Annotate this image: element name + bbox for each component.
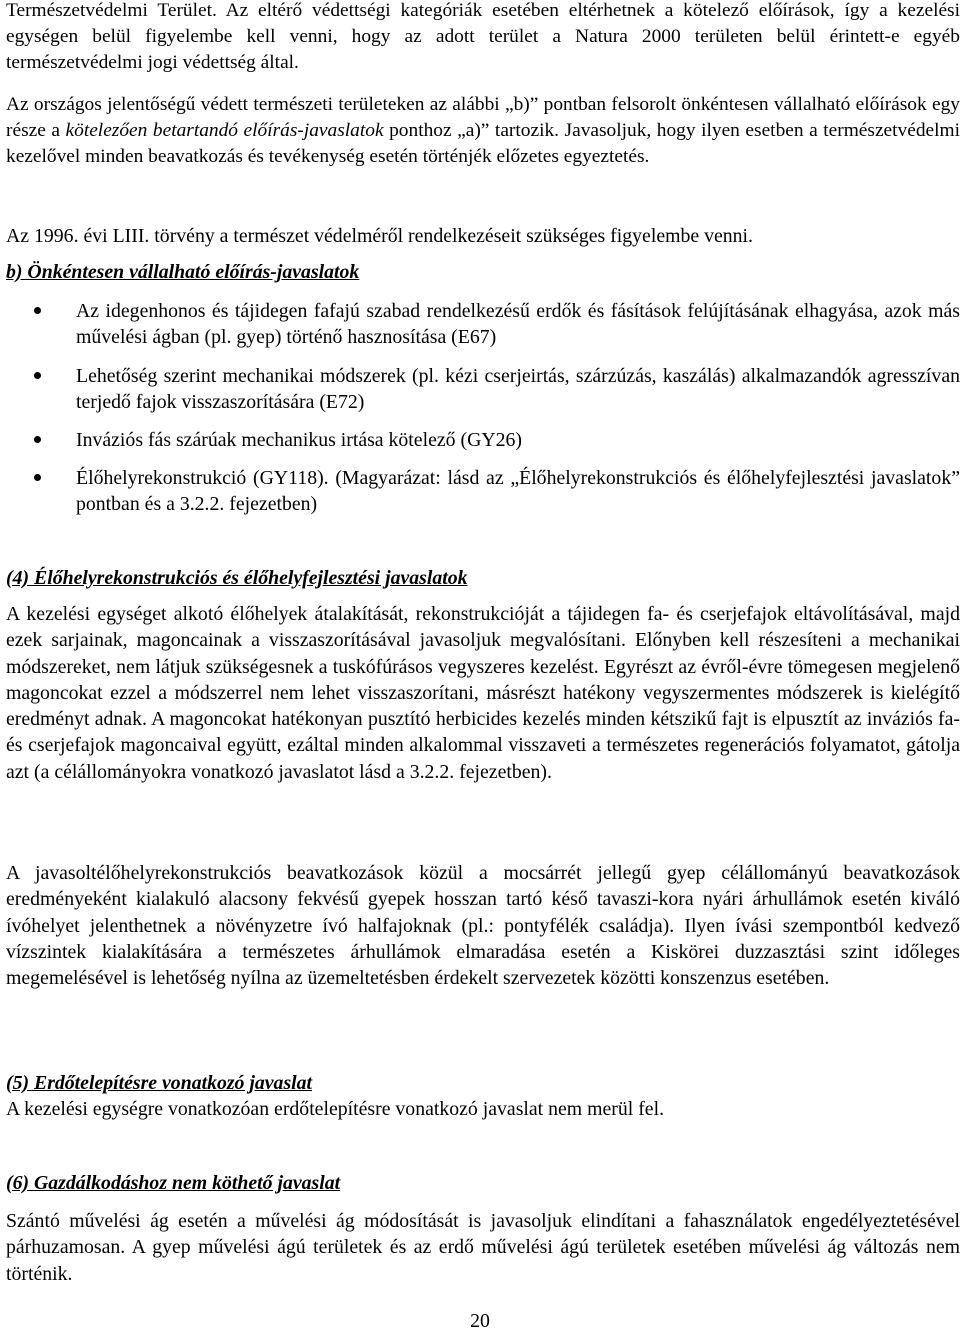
section-4-paragraph-1-block: [6, 601, 960, 785]
section-5: [6, 1070, 960, 1122]
section-b-list-3: [6, 427, 960, 453]
intro-p2-italic: kötelezően betartandó előírás-javaslatok: [65, 120, 384, 141]
list-item: [6, 363, 960, 415]
intro-paragraph-2: [6, 92, 960, 170]
section-b-heading: b) Önkéntesen vállalható előírás-javaslatok: [6, 261, 360, 283]
list-item: [6, 465, 960, 517]
section-6-text: Szántó művelési ág esetén a művelési ág módosítását is javasoljuk elindítani a fahasználatok engedélyeztetésével párhuzamosan. A gyep művelési ágú területek és az erdő művelési ágú területek esetében művelési ág változás nem történik.: [6, 1210, 960, 1285]
bullet-list: [6, 427, 960, 453]
section-b-list-4: [6, 465, 960, 517]
section-5-text: A kezelési egységre vonatkozóan erdőtelepítésre vonatkozó javaslat nem merül fel.: [6, 1098, 665, 1120]
intro-p2-text-b: ponthoz „a)” tartozik. Javasoljuk, hogy ilyen esetben a természetvédelmi kezelővel minden beavatkozás és tevékenység esetén történjék előzetes egyeztetés.: [6, 120, 960, 167]
bullet-list: [6, 298, 960, 350]
bullet-dot: [34, 474, 41, 481]
section-6-heading: (6) Gazdálkodáshoz nem köthető javaslat: [6, 1172, 341, 1194]
section-4: [6, 565, 960, 591]
section-5-heading: (5) Erdőtelepítésre vonatkozó javaslat: [6, 1072, 313, 1094]
section-4-heading: (4) Élőhelyrekonstrukciós és élőhelyfejlesztési javaslatok: [6, 567, 468, 589]
section-4-paragraph-1: A kezelési egységet alkotó élőhelyek átalakítását, rekonstrukcióját a tájidegen fa- és cserjefajok eltávolításával, majd ezek sarjainak, magoncainak a visszaszorításával javasoljuk megvalósítani. Előnyben kell részesíteni a mechanikai módszereket, nem látjuk szükségesnek a tuskófúrásos vegyszeres kezelést. Egyrészt az évről-évre tömegesen megjelenő magoncokat ezzel a módszerrel nem lehet visszaszorítani, másrészt hatékony vegyszermentes módszerek is kielégítő eredményt adnak. A magoncokat hatékonyan pusztító herbicides kezelés minden kétszikű fajt is elpusztít az inváziós fa- és cserjefajok magoncaival együtt, ezáltal minden alkalommal visszaveti a természetes regenerációs folyamatot, gátolja azt (a célállományokra vonatkozó javaslatot lásd a 3.2.2. fejezetben).: [6, 603, 960, 783]
page-number: 20: [470, 1310, 490, 1332]
bullet-list: [6, 465, 960, 517]
section-b-list-2: [6, 363, 960, 415]
section-b-list-1: [6, 298, 960, 350]
list-item-text: Lehetőség szerint mechanikai módszerek (pl. kézi cserjeirtás, szárzúzás, kaszálás) alkalmazandók agresszívan terjedő fajok visszaszorítására (E72): [76, 365, 960, 413]
intro-block: [6, 0, 960, 76]
section-b: [6, 259, 960, 285]
intro-paragraph-1: Természetvédelmi Terület. Az eltérő védettségi kategóriák esetében eltérhetnek a kötelező előírások, így a kezelési egységen belül figyelembe kell venni, hogy az adott terület a Natura 2000 területen belül érintett-e egyéb természetvédelmi jogi védettség által.: [6, 0, 960, 73]
list-item-text: Élőhelyrekonstrukció (GY118). (Magyarázat: lásd az „Élőhelyrekonstrukciós és élőhelyfejlesztési javaslatok” pontban és a 3.2.2. fejezetben): [76, 467, 960, 515]
bullet-list: [6, 363, 960, 415]
list-item: [6, 298, 960, 350]
list-item-text: Inváziós fás szárúak mechanikus irtása kötelező (GY26): [76, 429, 523, 451]
bullet-dot: [34, 372, 41, 379]
section-4-paragraph-2: A javasoltélőhelyrekonstrukciós beavatkozások közül a mocsárrét jellegű gyep célállományú beavatkozások eredményeként kialakuló alacsony fekvésű gyepek hosszan tartó késő tavaszi-kora nyári árhullámok esetén kiváló ívóhelyet jelenthetnek a növényzetre ívó halfajoknak (pl.: pontyfélék családja). Ilyen ívási szempontból kedvező vízszintek kialakítására a természetes árhullámok elmaradása esetén a Kiskörei duzzasztási szint időleges megemelésével is lehetőség nyílna az üzemeltetésben érdekelt szervezetek közötti konszenzus esetében.: [6, 862, 960, 990]
list-item-text: Az idegenhonos és tájidegen fafajú szabad rendelkezésű erdők és fásítások felújításának elhagyása, azok más művelési ágban (pl. gyep) történő hasznosítása (E67): [76, 300, 960, 348]
intro-block-2: [6, 92, 960, 170]
section-6: [6, 1170, 960, 1196]
list-item: [6, 427, 960, 453]
law-note-block: [6, 223, 960, 249]
section-6-text-block: [6, 1208, 960, 1287]
bullet-dot: [34, 307, 41, 314]
section-4-paragraph-2-block: [6, 860, 960, 991]
law-note: Az 1996. évi LIII. törvény a természet védelméről rendelkezéseit szükséges figyelembe venni.: [6, 225, 753, 247]
intro-p2-text-a: Az országos jelentőségű védett természeti területeken az alábbi „b)” pontban felsorolt önkéntesen vállalható előírások egy része a: [6, 94, 960, 141]
bullet-dot: [34, 436, 41, 443]
